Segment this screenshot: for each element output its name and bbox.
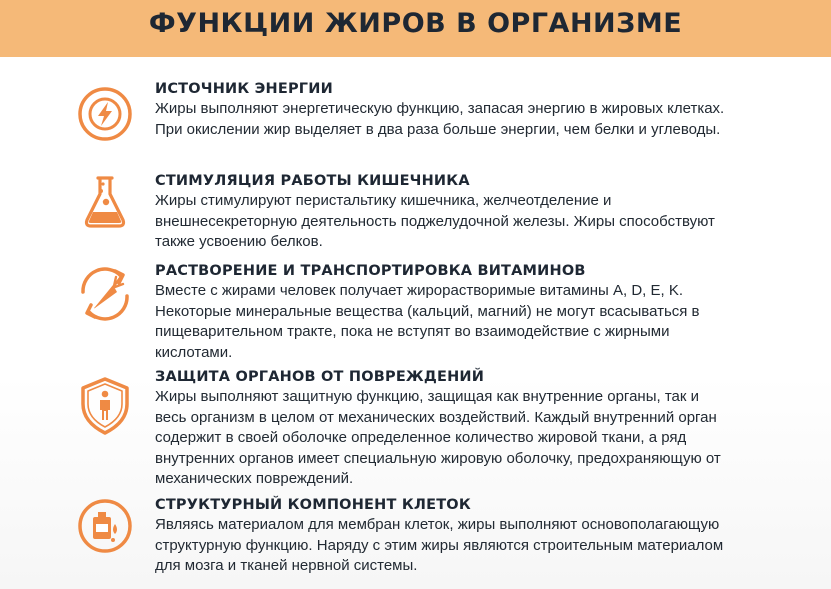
item-description: Жиры выполняют защитную функцию, защищая как внутренние органы, так и весь организм в целом от механических воздействий. Каждый внутренний орган содержит в своей оболочке определенное количество жировой ткани, а ряд внутренних органов имеет специальную жировую оболочку, предохраняющую от механических повреждений. [155,388,721,487]
lightning-icon [73,82,137,146]
item-description: Жиры выполняют энергетическую функцию, запасая энергию в жировых клетках. При окислении жир выделяет в два раза больше энергии, чем белки и углеводы. [155,100,725,138]
header-banner [0,0,831,57]
item-title: ЗАЩИТА ОРГАНОВ ОТ ПОВРЕЖДЕНИЙ [155,369,485,385]
item-title: РАСТВОРЕНИЕ И ТРАНСПОРТИРОВКА ВИТАМИНОВ [155,263,586,279]
oil-bottle-icon [73,494,137,558]
carrot-cycle-icon [73,262,137,326]
page-title: ФУНКЦИИ ЖИРОВ В ОРГАНИЗМЕ [148,8,683,39]
item-title: СТИМУЛЯЦИЯ РАБОТЫ КИШЕЧНИКА [155,173,470,189]
flask-icon [73,170,137,234]
item-description: Являясь материалом для мембран клеток, жиры выполняют основополагающую структурную функцию. Наряду с этим жиры являются строительным материалом для мозга и тканей нервной системы. [155,516,724,574]
item-title: СТРУКТУРНЫЙ КОМПОНЕНТ КЛЕТОК [155,497,471,513]
item-description: Вместе с жирами человек получает жирорастворимые витамины A, D, E, K. Некоторые минеральные вещества (кальций, магний) не могут всасываться в пищеварительном тракте, пока не вступят во взаимодействие с жирными кислотами. [155,282,700,361]
shield-person-icon [73,374,137,438]
item-title: ИСТОЧНИК ЭНЕРГИИ [155,81,333,97]
item-description: Жиры стимулируют перистальтику кишечника, желчеотделение и внешнесекреторную деятельность поджелудочной железы. Жиры способствуют также усвоению белков. [155,192,715,250]
